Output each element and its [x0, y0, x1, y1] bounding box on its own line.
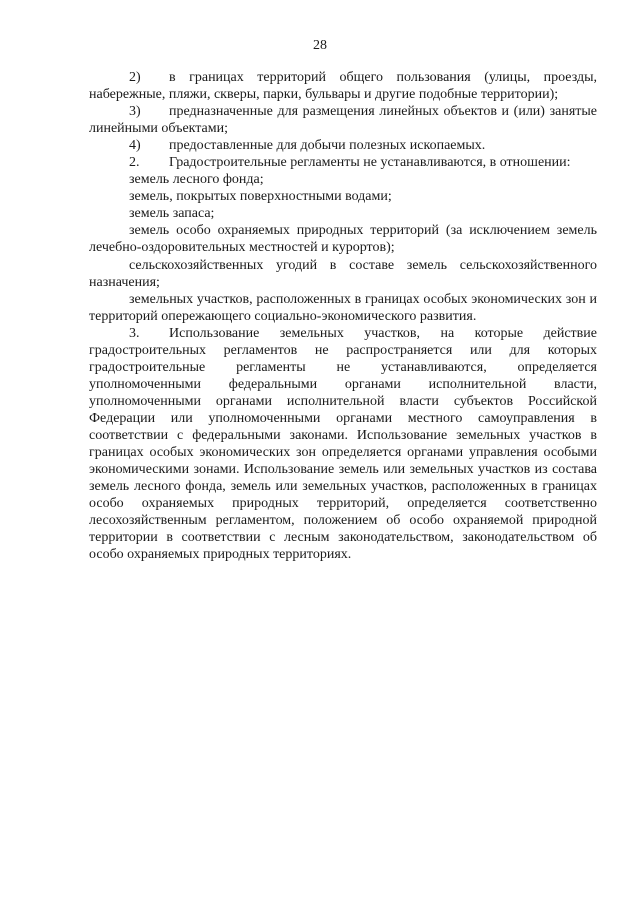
section-number: 2. [129, 155, 140, 171]
item-number: 2) [129, 70, 141, 85]
section-number: 3. [129, 325, 140, 341]
land-type-item: сельскохозяйственных угодий в составе земель сельскохозяйственного назначения; [89, 257, 597, 290]
land-type-item: земель, покрытых поверхностными водами; [129, 189, 392, 205]
land-type-item: земель лесного фонда; [129, 172, 264, 188]
page-number: 28 [313, 38, 327, 53]
list-item-4 [89, 137, 597, 154]
land-type-item: земель запаса; [129, 206, 215, 222]
document-body [89, 69, 597, 563]
item-text: предоставленные для добычи полезных ископаемых. [169, 138, 486, 154]
land-type-item: земельных участков, расположенных в границах особых экономических зон и территорий опережающего социально-экономического развития. [89, 291, 597, 324]
item-text: в границах территорий общего пользования (улицы, проезды, набережные, пляжи, скверы, парки, бульвары и другие подобные территории); [89, 70, 597, 103]
section-2-heading [89, 154, 597, 171]
item-number: 3) [129, 104, 141, 120]
item-text: предназначенные для размещения линейных объектов и (или) занятые линейными объектами; [89, 104, 597, 137]
section-3-paragraph [89, 325, 597, 564]
item-number: 4) [129, 138, 141, 154]
section-text: Градостроительные регламенты не устанавливаются, в отношении: [169, 155, 571, 171]
land-type-item: земель особо охраняемых природных территорий (за исключением земель лечебно-оздоровительных местностей и курортов); [89, 223, 597, 256]
section-text: Использование земельных участков, на которые действие градостроительных регламентов не распространяется или для которых градостроительные регламенты не устанавливаются, определяется уполномоченными федеральными органами исполнительной власти, уполномоченными органами исполнительной власти субъектов Российской Федерации или уполномоченными органами местного самоуправления в соответствии с федеральными законами. Использование земельных участков в границах особых экономических зон определяется органами управления особыми экономическими зонами. Использование земель или земельных участков из состава земель лесного фонда, земель или земельных участков, расположенных в границах особо охраняемых природных территорий, определяется соответственно лесохозяйственным регламентом, положением об особо охраняемой природной территории в соответствии с лесным законодательством, законодательством об особо охраняемых природных территориях. [89, 325, 597, 563]
list-item-3 [89, 103, 597, 137]
list-item-2 [89, 69, 597, 103]
